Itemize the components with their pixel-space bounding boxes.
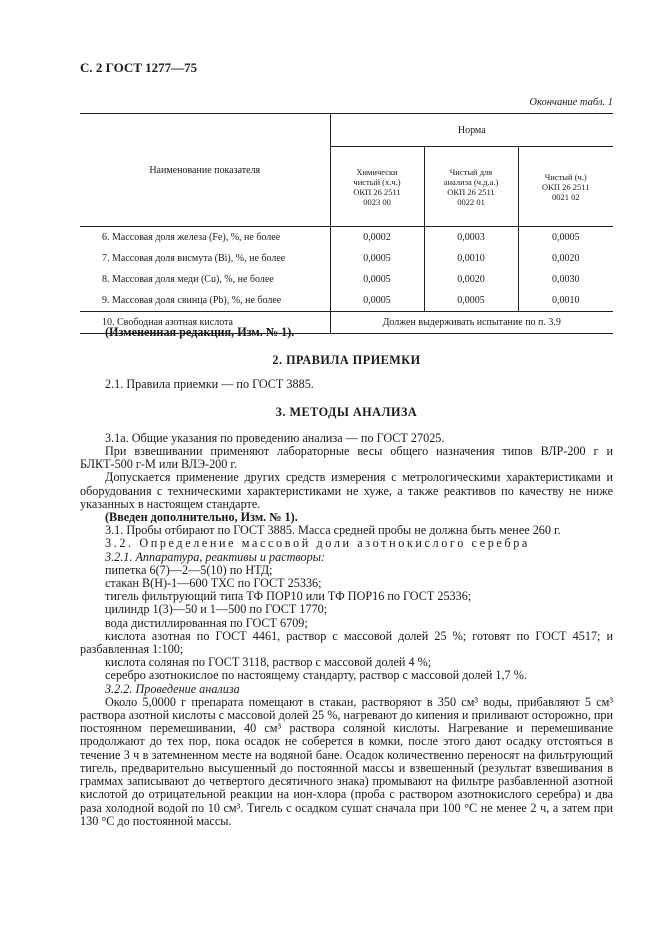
row-value: 0,0010 (518, 290, 613, 312)
row-value: 0,0005 (518, 227, 613, 249)
grade-line: 0021 02 (551, 191, 580, 202)
row-value: 0,0005 (330, 290, 424, 312)
paragraph-2-1: 2.1. Правила приемки — по ГОСТ 3885. (105, 377, 314, 392)
row-name: 9. Массовая доля свинца (Pb), %, не более (102, 295, 282, 306)
row-value: 0,0020 (518, 248, 613, 269)
row-value: 0,0002 (330, 227, 424, 249)
grade-line: Чистый (ч.) (544, 171, 587, 182)
grade-header-chda (424, 147, 518, 227)
document-body (80, 326, 613, 828)
list-item: стакан В(Н)-1—600 ТХС по ГОСТ 25336; (105, 576, 322, 591)
grade-line: ОКП 26 2511 (447, 186, 495, 197)
list-item: цилиндр 1(3)—50 и 1—500 по ГОСТ 1770; (105, 602, 328, 617)
grade-line: чистый (х.ч.) (353, 176, 401, 187)
list-item: тигель фильтрующий типа ТФ ПОР10 или ТФ ПОР16 по ГОСТ 25336; (105, 589, 472, 604)
norm-table (80, 113, 613, 334)
table-caption: Окончание табл. 1 (529, 97, 613, 108)
grade-line: Химически (356, 166, 398, 177)
row-value: 0,0010 (424, 248, 518, 269)
row-name: 7. Массовая доля висмута (Bi), %, не более (102, 253, 286, 264)
added-note: (Введен дополнительно, Изм. № 1). (105, 510, 298, 525)
row-value: 0,0005 (424, 290, 518, 312)
list-item: пипетка 6(7)—2—5(10) по НТД; (105, 562, 273, 577)
paragraph-3-2: 3.2. Определение массовой доли азотнокислого серебра (105, 536, 530, 551)
grade-header-hch (330, 147, 424, 227)
row-value: 0,0005 (330, 269, 424, 290)
column-header-norm: Норма (330, 114, 613, 147)
section-3-title: 3. МЕТОДЫ АНАЛИЗА (275, 404, 418, 419)
table-row (80, 290, 613, 312)
paragraph-weighing: При взвешивании применяют лабораторные весы общего назначения типов ВЛР-200 г и БЛКТ-500 г-М или ВЛЭ-200 г. (80, 444, 613, 472)
list-item: серебро азотнокислое по настоящему стандарту, раствор с массовой долей 1,7 %. (105, 668, 527, 683)
paragraph-allowed: Допускается применение других средств измерения с метрологическими характеристиками и оборудования с техническими характеристиками не хуже, а также реактивов по качеству не ниже указанных в настоящем стандарте. (80, 470, 613, 511)
amendment-note: (Измененная редакция, Изм. № 1). (105, 325, 295, 339)
grade-header-ch (518, 147, 613, 227)
section-2-title: 2. ПРАВИЛА ПРИЕМКИ (272, 353, 421, 368)
grade-line: ОКП 26 2511 (353, 186, 401, 197)
grade-line: Чистый для (449, 166, 493, 177)
row-value: 0,0030 (518, 269, 613, 290)
page-header: С. 2 ГОСТ 1277—75 (80, 60, 198, 75)
row-value: 0,0003 (424, 227, 518, 249)
list-item: вода дистиллированная по ГОСТ 6709; (105, 615, 308, 630)
table-row (80, 227, 613, 249)
paragraph-analysis: Около 5,0000 г препарата помещают в стакан, растворяют в 350 см³ воды, прибавляют 5 см³ раствора азотной кислоты с массовой долей 25 %, нагревают до кипения и приливают осторожно, при постоянном перемешивании, 40 см³ раствора соляной кислоты. Нагревание и перемешивание продолжают до тех пор, пока осадок не соберется в комки, после этого дают осадку отстояться в течение 3 ч в затемненном месте на водяной бане. Осадок количественно переносят на фильтрующий тигель, предварительно высушенный до постоянной массы и взвешенный (результат взвешивания в граммах записывают до четвертого десятичного знака) промывают на фильтре разбавленной азотной кислотой до отрицательной реакции на ион-хлора (проба с раствором азотнокислого серебра) и два раза холодной водой по 10 см³. Тигель с осадком сушат сначала при 100 °С не менее 2 ч, а затем при 130 °С до постоянной массы. (80, 694, 613, 828)
table-row (80, 269, 613, 290)
paragraph-3-2-2: 3.2.2. Проведение анализа (105, 681, 240, 696)
row-value: 0,0020 (424, 269, 518, 290)
row-value: 0,0005 (330, 248, 424, 269)
row-name: 10. Свободная азотная кислота (80, 312, 330, 334)
column-header-name: Наименование показателя (80, 114, 330, 227)
row-value-merged: Должен выдерживать испытание по п. 3.9 (330, 312, 613, 334)
grade-line: 0023 00 (363, 196, 391, 207)
grade-line: 0022 01 (457, 196, 485, 207)
list-item: кислота азотная по ГОСТ 4461, раствор с массовой долей 25 %; готовят по ГОСТ 4517; и разбавленная 1:100; (80, 628, 613, 657)
list-item: кислота соляная по ГОСТ 3118, раствор с массовой долей 4 %; (105, 655, 432, 670)
grade-line: анализа (ч.д.а.) (443, 176, 499, 187)
paragraph-3-2-1: 3.2.1. Аппаратура, реактивы и растворы: (105, 549, 326, 564)
row-name: 6. Массовая доля железа (Fe), %, не более (102, 232, 281, 243)
table-row (80, 248, 613, 269)
paragraph-3-1: 3.1. Пробы отбирают по ГОСТ 3885. Масса средней пробы не должна быть менее 260 г. (105, 523, 561, 538)
grade-line: ОКП 26 2511 (542, 181, 590, 192)
row-name: 8. Массовая доля меди (Cu), %, не более (102, 274, 274, 285)
table-header-row (80, 114, 613, 147)
paragraph-3-1a: 3.1а. Общие указания по проведению анализа — по ГОСТ 27025. (105, 430, 445, 445)
